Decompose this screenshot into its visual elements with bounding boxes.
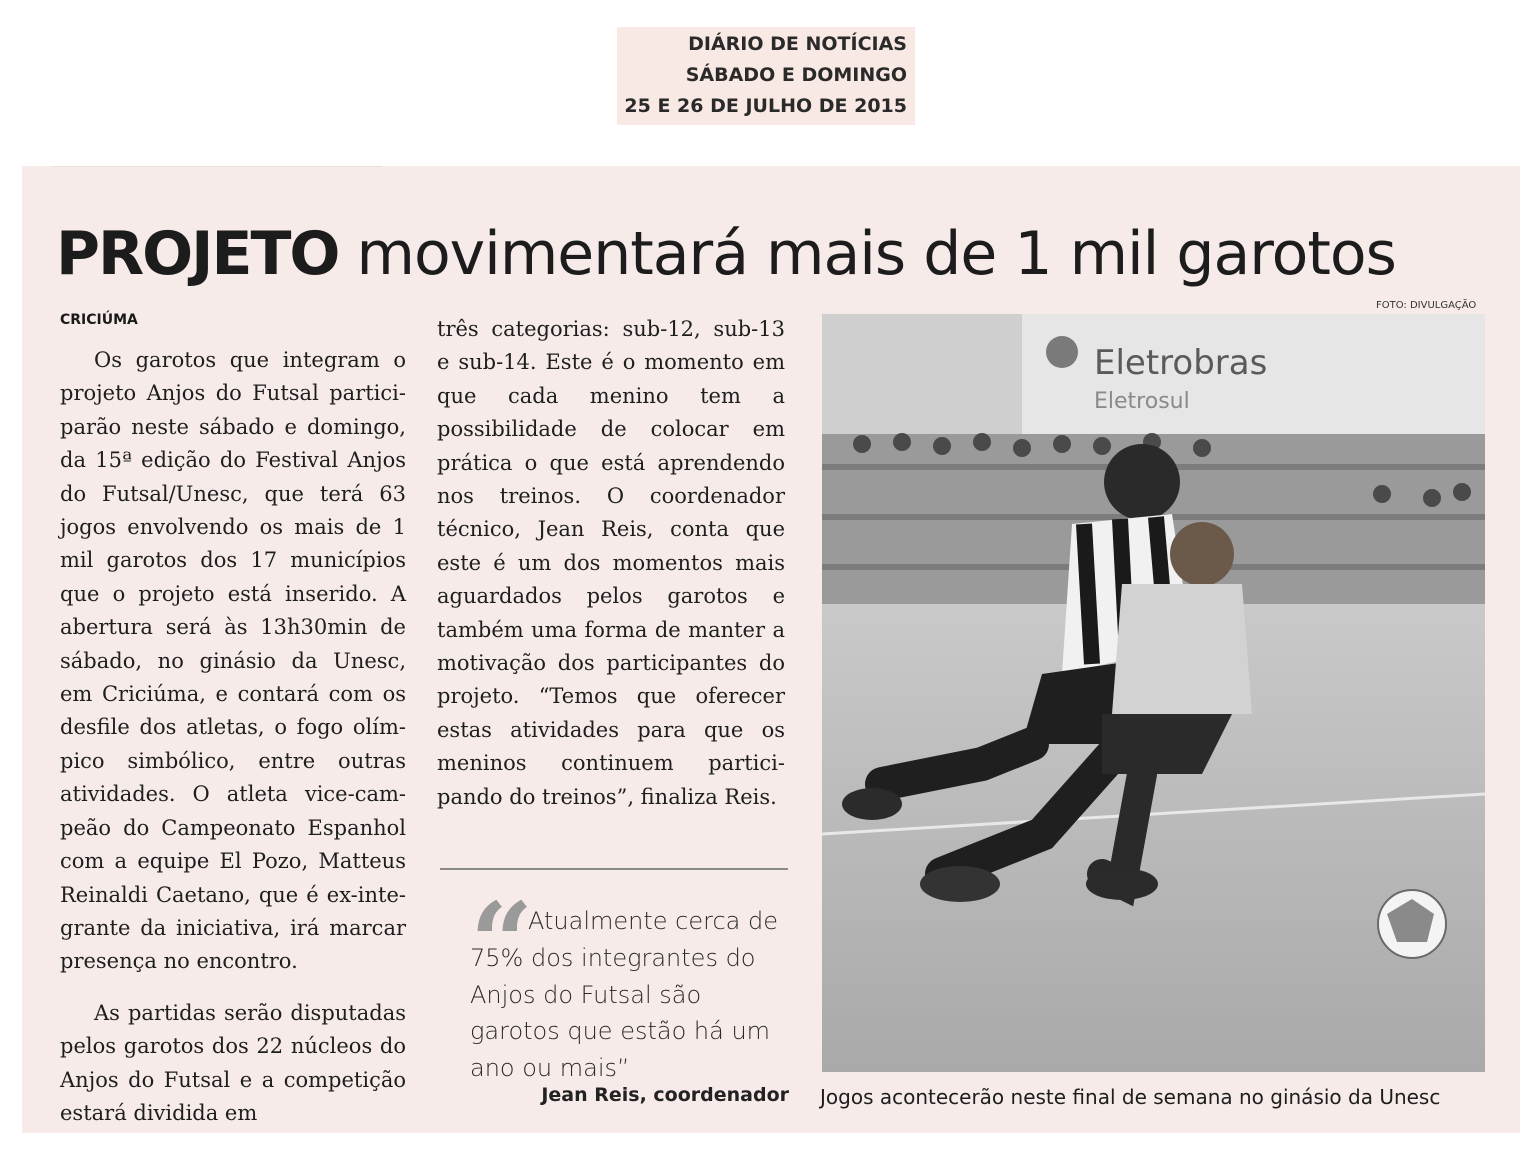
headline-text: movimentará mais de 1 mil garotos: [338, 219, 1396, 289]
paragraph: Os garotos que integram o projeto Anjos do Futsal participarão neste sábado e domingo, da 15ª edição do Festival Anjos do Futsal/Unesc, que terá 63 jogos envolvendo os mais de 1 mil garotos dos 17 municípios que o projeto está inserido. A abertura será às 13h30min de sábado, no ginásio da Unesc, em Criciúma, e contará com os desfile dos atletas, o fogo olímpico simbólico, entre outras atividades. O atleta vice-campeão do Campeonato Espanhol com a equipe El Pozo, Matteus Reinaldi Caetano, que é ex-integrante da iniciativa, irá marcar presença no encontro.: [60, 348, 406, 974]
quote-mark-icon: “: [470, 878, 534, 1007]
photo-credit: FOTO: DIVULGAÇÃO: [1376, 300, 1477, 311]
paragraph: três categorias: sub-12, sub-13 e sub-14. Este é o momento em que cada menino tem a possibilidade de colocar em prática o que está aprendendo nos treinos. O coordenador técnico, Jean Reis, conta que este é um dos momentos mais aguardados pelos garotos e também uma forma de manter a motivação dos participantes do projeto. “Temos que oferecer estas atividades para que os meninos continuem participando do treinos”, finaliza Reis.: [437, 317, 785, 809]
headline-keyword: PROJETO: [56, 219, 339, 289]
article-headline: [56, 218, 1456, 290]
photo-banner-brand: Eletrobras: [1094, 343, 1268, 383]
article-column-1: [60, 344, 406, 1130]
masthead-date: 25 E 26 DE JULHO DE 2015: [624, 95, 907, 117]
pullquote: Atualmente cerca de 75% dos integrantes do Anjos do Futsal são garotos que estão há um ano ou mais”: [470, 907, 778, 1083]
pullquote-divider: [440, 868, 788, 870]
article-column-2: [437, 313, 785, 814]
futsal-photo-illustration: [822, 314, 1485, 1072]
pullquote-attribution: Jean Reis, coordenador: [541, 1084, 789, 1106]
newspaper-masthead: [617, 27, 915, 125]
article-photo: [822, 314, 1485, 1072]
masthead-days: SÁBADO E DOMINGO: [685, 64, 907, 86]
masthead-paper-name: DIÁRIO DE NOTÍCIAS: [688, 33, 907, 55]
photo-banner-sub: Eletrosul: [1094, 389, 1190, 414]
paragraph: As partidas serão disputadas pelos garotos dos 22 núcleos do Anjos do Futsal e a competição estará dividida em: [60, 1000, 406, 1125]
photo-caption: Jogos acontecerão neste final de semana no ginásio da Unesc: [820, 1085, 1441, 1109]
dateline-city: CRICIÚMA: [60, 312, 138, 328]
